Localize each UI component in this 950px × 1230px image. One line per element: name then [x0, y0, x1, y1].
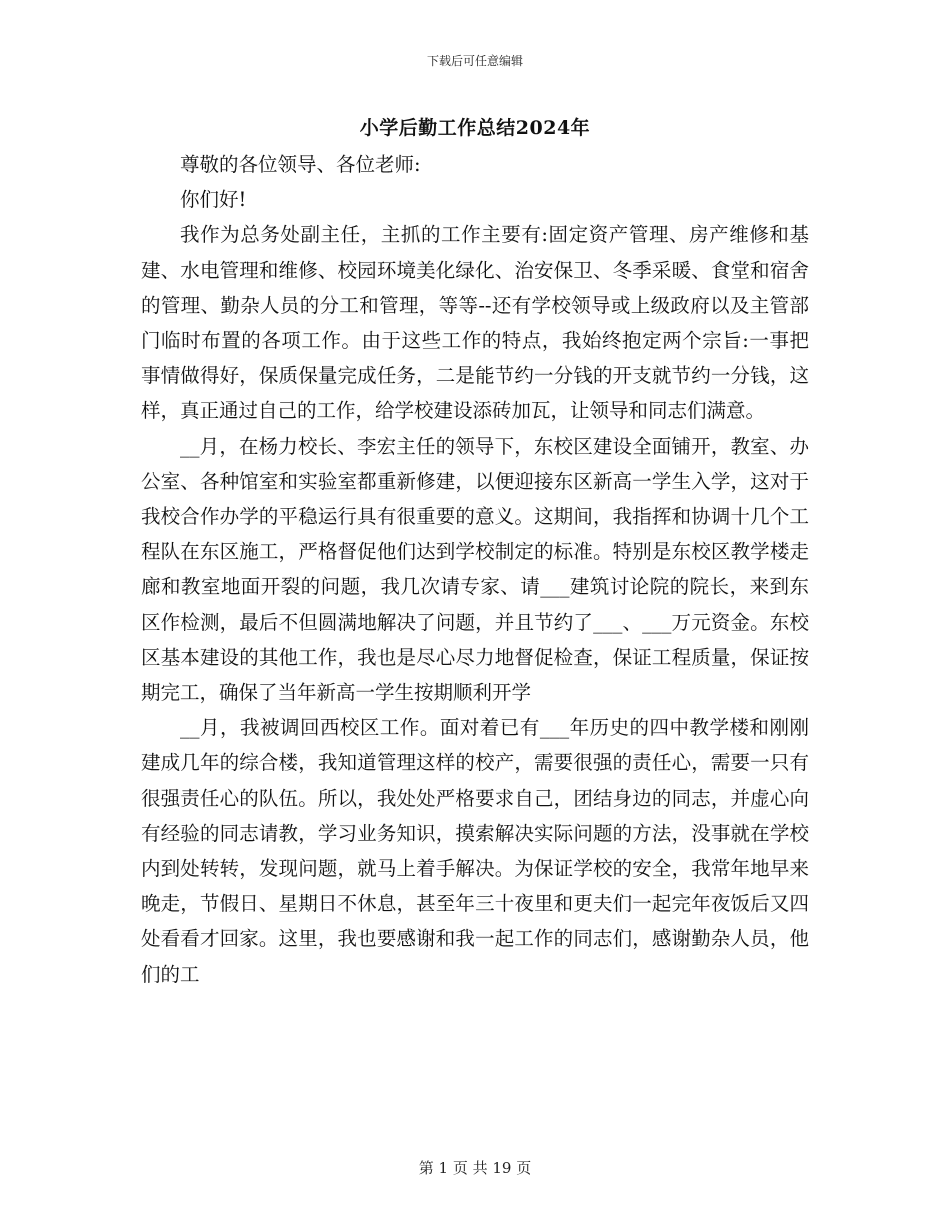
salutation: 尊敬的各位领导、各位老师:: [180, 153, 421, 176]
page-header-note: 下载后可任意编辑: [426, 54, 523, 68]
page-footer-pagination: 第 1 页 共 19 页: [418, 1159, 532, 1177]
paragraph-duties: 我作为总务处副主任，主抓的工作主要有:固定资产管理、房产维修和基建、水电管理和维修、校园环境美化绿化、治安保卫、冬季采暖、食堂和宿舍的管理、勤杂人员的分工和管理，等等--还有学校领导或上级政府以及主管部门临时布置的各项工作。由于这些工作的特点，我始终抱定两个宗旨:一事把事情做得好，保质保量完成任务，二是能节约一分钱的开支就节约一分钱，这样，真正通过自己的工作，给学校建设添砖加瓦，让领导和同志们满意。: [141, 223, 809, 423]
paragraph-east-campus: __月，在杨力校长、李宏主任的领导下，东校区建设全面铺开，教室、办公室、各种馆室和实验室都重新修建，以便迎接东区新高一学生入学，这对于我校合作办学的平稳运行具有很重要的意义。这期间，我指挥和协调十几个工程队在东区施工，严格督促他们达到学校制定的标准。特别是东校区教学楼走廊和教室地面开裂的问题，我几次请专家、请___建筑讨论院的院长，来到东区作检测，最后不但圆满地解决了问题，并且节约了___、___万元资金。东校区基本建设的其他工作，我也是尽心尽力地督促检查，保证工程质量，保证按期完工，确保了当年新高一学生按期顺利开学: [141, 434, 809, 705]
paragraph-west-campus: __月，我被调回西校区工作。面对着已有___年历史的四中教学楼和刚刚建成几年的综合楼，我知道管理这样的校产，需要很强的责任心，需要一只有很强责任心的队伍。所以，我处处严格要求自己，团结身边的同志，并虚心向有经验的同志请教，学习业务知识，摸索解决实际问题的方法，没事就在学校内到处转转，发现问题，就马上着手解决。为保证学校的安全，我常年地早来晚走，节假日、星期日不休息，甚至年三十夜里和更夫们一起完年夜饭后又四处看看才回家。这里，我也要感谢和我一起工作的同志们，感谢勤杂人员，他们的工: [141, 716, 809, 986]
document-body: [141, 147, 809, 992]
greeting: 你们好!: [180, 188, 247, 212]
document-title: 小学后勤工作总结2024年: [359, 117, 591, 139]
